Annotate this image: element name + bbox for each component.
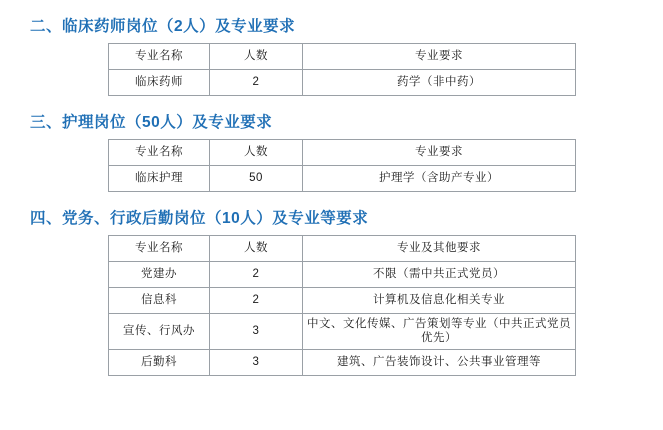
table-header-row: [109, 140, 576, 166]
column-header-count: 人数: [210, 44, 303, 70]
requirements-table: [108, 139, 576, 192]
cell-count: 2: [210, 288, 303, 314]
cell-count: 3: [210, 314, 303, 350]
table-header-row: [109, 236, 576, 262]
cell-requirement: 护理学（含助产专业）: [303, 166, 576, 192]
cell-requirement: 建筑、广告装饰设计、公共事业管理等: [303, 349, 576, 375]
section-heading: 二、临床药师岗位（2人）及专业要求: [30, 18, 296, 35]
column-header-count: 人数: [210, 236, 303, 262]
column-header-requirement: 专业要求: [303, 140, 576, 166]
section-administrative: [0, 206, 663, 376]
cell-name: 临床药师: [109, 70, 210, 96]
cell-count: 2: [210, 70, 303, 96]
table-row: [109, 166, 576, 192]
section-heading: 四、党务、行政后勤岗位（10人）及专业等要求: [30, 210, 369, 227]
cell-requirement: 不限（需中共正式党员）: [303, 262, 576, 288]
cell-requirement: 中文、文化传媒、广告策划等专业（中共正式党员优先）: [303, 314, 576, 350]
section-nursing: [0, 110, 663, 192]
cell-name: 临床护理: [109, 166, 210, 192]
table-row: [109, 314, 576, 350]
cell-count: 50: [210, 166, 303, 192]
column-header-name: 专业名称: [109, 44, 210, 70]
column-header-count: 人数: [210, 140, 303, 166]
table-header-row: [109, 44, 576, 70]
table-container: [0, 139, 663, 192]
table-row: [109, 349, 576, 375]
cell-name: 党建办: [109, 262, 210, 288]
cell-requirement: 药学（非中药）: [303, 70, 576, 96]
table-row: [109, 70, 576, 96]
cell-count: 2: [210, 262, 303, 288]
section-clinical-pharmacist: [0, 14, 663, 96]
table-row: [109, 288, 576, 314]
requirements-table: [108, 43, 576, 96]
cell-name: 后勤科: [109, 349, 210, 375]
table-container: [0, 43, 663, 96]
cell-count: 3: [210, 349, 303, 375]
column-header-name: 专业名称: [109, 140, 210, 166]
cell-name: 宣传、行风办: [109, 314, 210, 350]
cell-requirement: 计算机及信息化相关专业: [303, 288, 576, 314]
column-header-requirement: 专业要求: [303, 44, 576, 70]
table-container: [0, 235, 663, 376]
column-header-name: 专业名称: [109, 236, 210, 262]
table-row: [109, 262, 576, 288]
cell-name: 信息科: [109, 288, 210, 314]
section-heading: 三、护理岗位（50人）及专业要求: [30, 114, 273, 131]
requirements-table: [108, 235, 576, 376]
column-header-requirement: 专业及其他要求: [303, 236, 576, 262]
